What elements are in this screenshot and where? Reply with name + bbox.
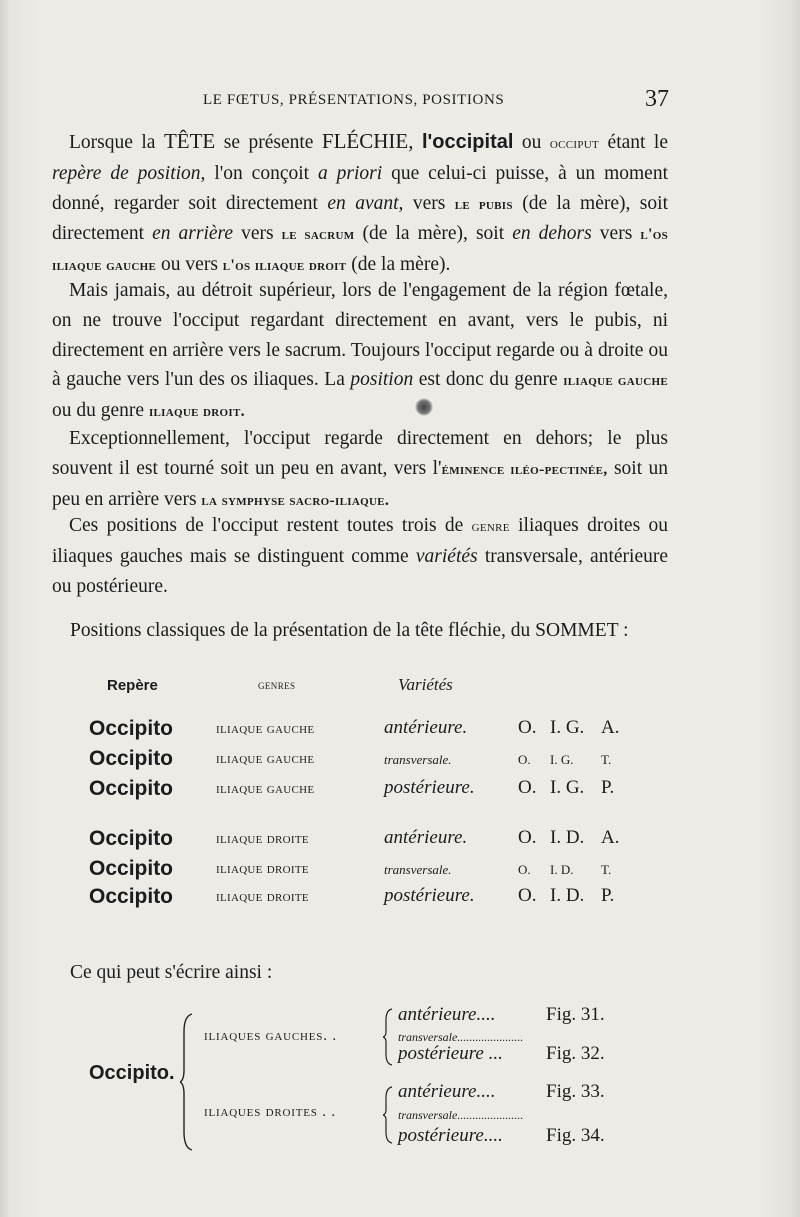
- header-varietes: Variétés: [398, 675, 453, 694]
- table-intro: Positions classiques de la présentation de la tête fléchie, du SOMMET :: [70, 620, 629, 641]
- paragraph-2: Mais jamais, au détroit supérieur, lors de l'engagement de la région fœtale, on ne trouve l'occiput regardant directement en avant, vers le pubis, ni directement en arrière vers le sacrum. Toujours l'occiput regarde ou à droite ou à gauche vers l'un des os iliaques. La position est donc du genre iliaque gauche ou du genre iliaque droit.: [52, 280, 668, 422]
- large-brace: [180, 1012, 194, 1152]
- header-repere: Repère: [107, 677, 158, 694]
- summary-item: antérieure.... Fig. 33.: [398, 1081, 605, 1102]
- summary-intro: Ce qui peut s'écrire ainsi :: [70, 962, 273, 983]
- table-row: Occipito iliaque gauche antérieure. O. I. G. A.: [89, 717, 620, 740]
- table-row: Occipito iliaque gauche postérieure. O. I. G. P.: [89, 777, 615, 800]
- header-genres: genres: [258, 677, 296, 692]
- paragraph-3: Exceptionnellement, l'occiput regarde directement en dehors; le plus souvent il est tourné soit un peu en avant, vers l'éminence iléo-pectinée, soit un peu en arrière vers la symphyse sacro-iliaque.: [52, 428, 669, 510]
- running-header: [0, 86, 800, 120]
- header-title: LE FŒTUS, PRÉSENTATIONS, POSITIONS: [203, 92, 505, 108]
- table-row: Occipito iliaque droite antérieure. O. I. D. A.: [89, 827, 620, 850]
- paragraph-1: Lorsque la TÊTE se présente FLÉCHIE, l'occipital ou occiput étant le repère de position, l'on conçoit a priori que celui-ci puisse, à un moment donné, regarder soit directement en avant, vers le pubis (de la mère), soit directement en arrière vers le sacrum (de la mère), soit en dehors vers l'os iliaque gauche ou vers l'os iliaque droit (de la mère).: [52, 129, 669, 276]
- paragraph-4: Ces positions de l'occiput restent toutes trois de genre iliaques droites ou iliaques gauches mais se distinguent comme variétés transversale, antérieure ou postérieure.: [52, 515, 668, 597]
- summary-group-droites: iliaques droites . .: [204, 1104, 336, 1120]
- summary-item: transversale......................: [398, 1108, 524, 1122]
- small-brace: [383, 1008, 393, 1066]
- ink-blot: [415, 398, 433, 416]
- summary-root: Occipito.: [89, 1062, 175, 1084]
- summary-item: postérieure ... Fig. 32.: [398, 1043, 605, 1064]
- table-row: Occipito iliaque gauche transversale. O. I. G. T.: [89, 747, 612, 770]
- summary-item: postérieure.... Fig. 34.: [398, 1125, 605, 1146]
- page-number: 37: [645, 86, 669, 112]
- summary-group-gauches: iliaques gauches. .: [204, 1028, 337, 1044]
- table-row: Occipito iliaque droite transversale. O. I. D. T.: [89, 857, 612, 880]
- summary-item: transversale......................: [398, 1030, 524, 1044]
- summary-item: antérieure.... Fig. 31.: [398, 1004, 605, 1025]
- small-brace: [383, 1086, 393, 1144]
- table-row: Occipito iliaque droite postérieure. O. I. D. P.: [89, 885, 615, 908]
